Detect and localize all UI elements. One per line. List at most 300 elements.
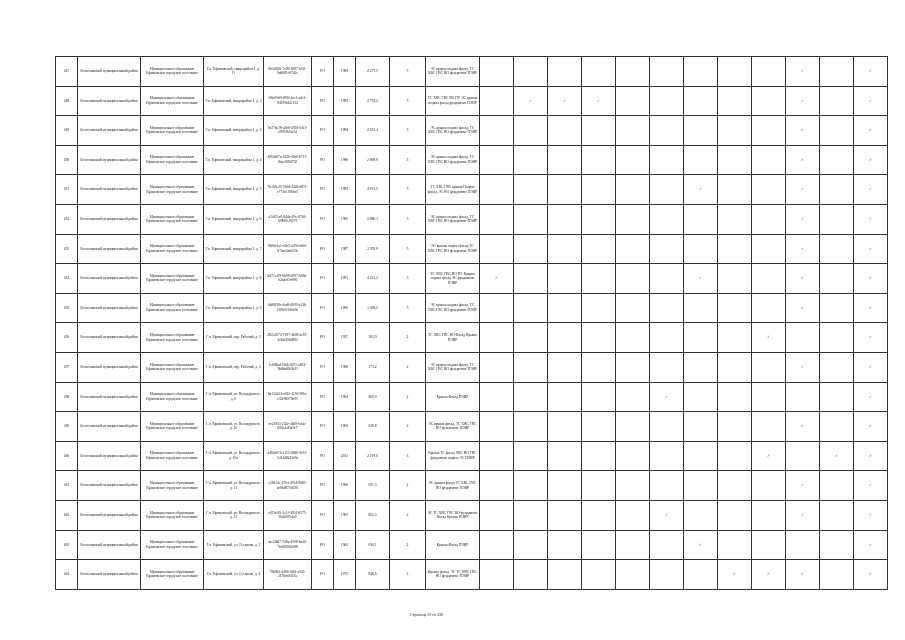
floors-cell: 5 — [390, 234, 426, 264]
year-cell: 1991 — [334, 264, 356, 294]
owner-cell: Муниципальное образование Ефимовское городское поселение — [141, 530, 204, 560]
work-check-cell — [616, 116, 650, 146]
table-row — [56, 204, 888, 234]
work-check-cell — [616, 441, 650, 471]
work-check-cell — [718, 441, 752, 471]
work-check-cell — [616, 204, 650, 234]
work-check-cell — [718, 234, 752, 264]
work-check-cell — [752, 264, 786, 294]
work-check-cell — [752, 441, 786, 471]
work-check-cell — [616, 530, 650, 560]
work-check-cell — [718, 560, 752, 590]
address-cell: Г.п. Ефимовский, микрорайон 1, д. 5 — [204, 175, 264, 205]
work-check-cell — [548, 234, 582, 264]
owner-cell: Муниципальное образование Ефимовское городское поселение — [141, 500, 204, 530]
work-check-cell — [582, 441, 616, 471]
row-number: 456 — [56, 323, 78, 353]
work-check-cell — [718, 412, 752, 442]
works-cell: ЭС ТС ХВС ГВС ВО фундамент Фасад Крыша ПЭИР — [426, 500, 480, 530]
owner-cell: Муниципальное образование Ефимовское городское поселение — [141, 175, 204, 205]
work-check-cell — [684, 145, 718, 175]
work-check-cell — [718, 382, 752, 412]
work-check-cell — [718, 293, 752, 323]
works-cell: ЭС крыша подвал фасад, ТС ХВС ГВС ВО фундамент ПЭИР — [426, 204, 480, 234]
year-cell: 1964 — [334, 382, 356, 412]
work-check-cell — [786, 175, 820, 205]
address-cell: Г.п. Ефимовский, микрорайон 1, д. 2 — [204, 86, 264, 116]
checkmark-icon: ✓ — [868, 335, 872, 340]
work-check-cell — [548, 441, 582, 471]
work-check-cell — [684, 323, 718, 353]
checkmark-icon: ✓ — [868, 364, 872, 369]
fias-code-cell: 4965a67a-2426-49e6-b715-f6ae3f89f735 — [264, 145, 312, 175]
district-cell: Белоглинский муниципальный район — [78, 234, 141, 264]
year-cell: 1983 — [334, 175, 356, 205]
checkmark-icon: ✓ — [868, 542, 872, 547]
table-row — [56, 57, 888, 87]
works-cell: ЭС крыша подвал фасад, ТС ХВС ГВС ВО фундамент ПЭИР — [426, 145, 480, 175]
area-cell: 652,3 — [356, 500, 390, 530]
address-cell: Г.п. Ефимовский, ул. Володарского, д. 10а — [204, 441, 264, 471]
address-cell: Г.п. Ефимовский, ул. Гусарова, д. 4 — [204, 560, 264, 590]
table-row — [56, 382, 888, 412]
work-check-cell — [820, 175, 854, 205]
checkmark-icon: ✓ — [800, 305, 804, 310]
work-check-cell — [752, 500, 786, 530]
work-check-cell — [616, 560, 650, 590]
work-check-cell — [786, 352, 820, 382]
work-check-cell — [854, 352, 888, 382]
work-check-cell — [752, 352, 786, 382]
work-check-cell — [752, 382, 786, 412]
work-check-cell — [854, 234, 888, 264]
work-check-cell — [480, 86, 514, 116]
area-cell: 651,3 — [356, 471, 390, 501]
work-check-cell — [548, 264, 582, 294]
work-check-cell — [786, 530, 820, 560]
work-check-cell — [786, 500, 820, 530]
fias-code-cell: 282c2674-7297-4b98-ac85-4c8af45bd982 — [264, 323, 312, 353]
work-check-cell — [684, 175, 718, 205]
work-check-cell — [514, 145, 548, 175]
work-check-cell — [650, 441, 684, 471]
work-check-cell — [548, 352, 582, 382]
owner-cell: Муниципальное образование Ефимовское городское поселение — [141, 86, 204, 116]
type-cell: РО — [312, 175, 334, 205]
checkmark-icon: ✓ — [664, 512, 668, 517]
work-check-cell — [718, 204, 752, 234]
district-cell: Белоглинский муниципальный район — [78, 560, 141, 590]
work-check-cell — [854, 560, 888, 590]
work-check-cell — [514, 471, 548, 501]
district-cell: Белоглинский муниципальный район — [78, 204, 141, 234]
floors-cell: 2 — [390, 471, 426, 501]
work-check-cell — [820, 293, 854, 323]
work-check-cell — [582, 234, 616, 264]
row-number: 452 — [56, 204, 78, 234]
work-check-cell — [752, 86, 786, 116]
work-check-cell — [582, 175, 616, 205]
works-cell: Крыша ТС фасад ХВС ВО ГВС фундамент подвал ЭС ПЭИР — [426, 441, 480, 471]
work-check-cell — [514, 234, 548, 264]
checkmark-icon: ✓ — [800, 216, 804, 221]
works-cell: ТС ХВС ГВС крыша Подвал фасад, ЭС ВО фундамент ПЭИР — [426, 175, 480, 205]
work-check-cell — [514, 500, 548, 530]
work-check-cell — [548, 86, 582, 116]
type-cell: РО — [312, 530, 334, 560]
work-check-cell — [548, 323, 582, 353]
checkmark-icon: ✓ — [800, 187, 804, 192]
year-cell: 1984 — [334, 116, 356, 146]
work-check-cell — [684, 560, 718, 590]
fias-code-cell: b9fe9c69-8f9f-4ec1-a4c3-83f39642f134 — [264, 86, 312, 116]
floors-cell: 5 — [390, 175, 426, 205]
address-cell: Г.п. Ефимовский, пер. Рабочий, д. 2 — [204, 352, 264, 382]
work-check-cell — [480, 116, 514, 146]
district-cell: Белоглинский муниципальный район — [78, 471, 141, 501]
fias-code-cell: b471c1f9-6b98-4957-b98a-b2a4ef1e698 — [264, 264, 312, 294]
floors-cell: 3 — [390, 441, 426, 471]
address-cell: Г.п. Ефимовский, ул. Володарского, д. 10 — [204, 412, 264, 442]
work-check-cell — [820, 86, 854, 116]
work-check-cell — [786, 323, 820, 353]
address-cell: Г.п. Ефимовский, микрорайон 1, д. 3 — [204, 116, 264, 146]
owner-cell: Муниципальное образование Ефимовское городское поселение — [141, 382, 204, 412]
table-row — [56, 86, 888, 116]
work-check-cell — [480, 382, 514, 412]
work-check-cell — [480, 175, 514, 205]
work-check-cell — [820, 352, 854, 382]
owner-cell: Муниципальное образование Ефимовское городское поселение — [141, 293, 204, 323]
year-cell: 2013 — [334, 441, 356, 471]
work-check-cell — [480, 264, 514, 294]
address-cell: Г.п. Ефимовский, ул. Гусарова, д. 1 — [204, 530, 264, 560]
work-check-cell — [854, 204, 888, 234]
work-check-cell — [684, 293, 718, 323]
row-number: 457 — [56, 352, 78, 382]
work-check-cell — [820, 57, 854, 87]
row-number: 463 — [56, 530, 78, 560]
checkmark-icon: ✓ — [562, 98, 566, 103]
work-check-cell — [616, 234, 650, 264]
area-cell: 2 793,2 — [356, 86, 390, 116]
work-check-cell — [684, 86, 718, 116]
owner-cell: Муниципальное образование Ефимовское городское поселение — [141, 352, 204, 382]
owner-cell: Муниципальное образование Ефимовское городское поселение — [141, 441, 204, 471]
work-check-cell — [684, 471, 718, 501]
work-check-cell — [718, 116, 752, 146]
area-cell: 2 886,1 — [356, 204, 390, 234]
work-check-cell — [718, 175, 752, 205]
row-number: 460 — [56, 441, 78, 471]
checkmark-icon: ✓ — [868, 483, 872, 488]
work-check-cell — [548, 412, 582, 442]
work-check-cell — [650, 412, 684, 442]
works-cell: Крыша Фасад ПЭИР — [426, 382, 480, 412]
table-row — [56, 530, 888, 560]
area-cell: 2 277,5 — [356, 57, 390, 87]
work-check-cell — [480, 500, 514, 530]
work-check-cell — [752, 57, 786, 87]
address-cell: Г.п. Ефимовский, микрорайон 1, д. 9 — [204, 293, 264, 323]
fias-code-cell: aecf4b87-548a-4508-be46-7fe683002e98 — [264, 530, 312, 560]
floors-cell: 5 — [390, 204, 426, 234]
address-cell: Г.п. Ефимовский, ул. Володарского, д. 12 — [204, 500, 264, 530]
type-cell: РО — [312, 441, 334, 471]
work-check-cell — [718, 352, 752, 382]
work-check-cell — [820, 471, 854, 501]
work-check-cell — [548, 57, 582, 87]
work-check-cell — [684, 234, 718, 264]
address-cell: Г.п. Ефимовский, ул. Володарского, д. 6 — [204, 382, 264, 412]
checkmark-icon: ✓ — [868, 424, 872, 429]
type-cell: РО — [312, 323, 334, 353]
work-check-cell — [548, 175, 582, 205]
work-check-cell — [548, 382, 582, 412]
work-check-cell — [582, 116, 616, 146]
row-number: 454 — [56, 264, 78, 294]
work-check-cell — [786, 116, 820, 146]
work-check-cell — [752, 412, 786, 442]
work-check-cell — [514, 382, 548, 412]
owner-cell: Муниципальное образование Ефимовское городское поселение — [141, 323, 204, 353]
works-cell: ТС ХВС ГВС ВО ПУ ЭС крыша подвал фасад фундамент ПЭИР — [426, 86, 480, 116]
year-cell: 1966 — [334, 471, 356, 501]
work-check-cell — [650, 352, 684, 382]
work-check-cell — [752, 234, 786, 264]
work-check-cell — [548, 293, 582, 323]
checkmark-icon: ✓ — [868, 572, 872, 577]
district-cell: Белоглинский муниципальный район — [78, 500, 141, 530]
work-check-cell — [684, 352, 718, 382]
type-cell: РО — [312, 293, 334, 323]
work-check-cell — [718, 264, 752, 294]
district-cell: Белоглинский муниципальный район — [78, 323, 141, 353]
type-cell: РО — [312, 204, 334, 234]
work-check-cell — [650, 560, 684, 590]
work-check-cell — [752, 323, 786, 353]
type-cell: РО — [312, 57, 334, 87]
address-cell: Г.п. Ефимовский, микрорайон 1, д. 6 — [204, 204, 264, 234]
works-cell: ЭС крыша подвал фасад, ТС ХВС ГВС ВО фундамент ПЭИР — [426, 57, 480, 87]
row-number: 448 — [56, 86, 78, 116]
work-check-cell — [548, 116, 582, 146]
checkmark-icon: ✓ — [800, 572, 804, 577]
work-check-cell — [514, 116, 548, 146]
work-check-cell — [514, 57, 548, 87]
row-number: 464 — [56, 560, 78, 590]
address-cell: Г.п. Ефимовский, микрорайон 1, д. 8 — [204, 264, 264, 294]
work-check-cell — [650, 57, 684, 87]
work-check-cell — [616, 175, 650, 205]
owner-cell: Муниципальное образование Ефимовское городское поселение — [141, 412, 204, 442]
work-check-cell — [820, 412, 854, 442]
work-check-cell — [616, 264, 650, 294]
table-row — [56, 293, 888, 323]
work-check-cell — [752, 175, 786, 205]
row-number: 451 — [56, 175, 78, 205]
owner-cell: Муниципальное образование Ефимовское городское поселение — [141, 204, 204, 234]
floors-cell: 5 — [390, 145, 426, 175]
checkmark-icon: ✓ — [800, 98, 804, 103]
checkmark-icon: ✓ — [868, 246, 872, 251]
address-cell: Г.п. Ефимовский, микрорайон 1, д. 7 — [204, 234, 264, 264]
work-check-cell — [514, 293, 548, 323]
floors-cell: 2 — [390, 530, 426, 560]
district-cell: Белоглинский муниципальный район — [78, 175, 141, 205]
owner-cell: Муниципальное образование Ефимовское городское поселение — [141, 560, 204, 590]
work-check-cell — [480, 57, 514, 87]
work-check-cell — [514, 264, 548, 294]
work-check-cell — [820, 145, 854, 175]
type-cell: РО — [312, 412, 334, 442]
works-cell: ЭС крыша подвал фасад, ТС ХВС ГВС ВО фундамент ПЭИР — [426, 293, 480, 323]
work-check-cell — [854, 57, 888, 87]
type-cell: РО — [312, 560, 334, 590]
work-check-cell — [718, 323, 752, 353]
work-check-cell — [786, 204, 820, 234]
owner-cell: Муниципальное образование Ефимовское городское поселение — [141, 234, 204, 264]
work-check-cell — [514, 352, 548, 382]
row-number: 455 — [56, 293, 78, 323]
work-check-cell — [480, 204, 514, 234]
work-check-cell — [650, 264, 684, 294]
checkmark-icon: ✓ — [868, 276, 872, 281]
work-check-cell — [582, 145, 616, 175]
work-check-cell — [752, 116, 786, 146]
checkmark-icon: ✓ — [868, 305, 872, 310]
work-check-cell — [718, 500, 752, 530]
fias-code-cell: b6d8f5fb-4ea8-4093-b13b-f2f8e5f1d6e9e — [264, 293, 312, 323]
checkmark-icon: ✓ — [868, 157, 872, 162]
year-cell: 1965 — [334, 412, 356, 442]
type-cell: РО — [312, 352, 334, 382]
floors-cell: 2 — [390, 560, 426, 590]
table-row — [56, 116, 888, 146]
work-check-cell — [514, 204, 548, 234]
work-check-cell — [582, 412, 616, 442]
work-check-cell — [650, 323, 684, 353]
year-cell: 1960 — [334, 352, 356, 382]
address-cell: Г.п. Ефимовский, пер. Рабочий, д. 5 — [204, 323, 264, 353]
work-check-cell — [582, 323, 616, 353]
type-cell: РО — [312, 86, 334, 116]
work-check-cell — [786, 234, 820, 264]
work-check-cell — [684, 57, 718, 87]
work-check-cell — [786, 382, 820, 412]
work-check-cell — [616, 471, 650, 501]
work-check-cell — [786, 145, 820, 175]
table-row — [56, 560, 888, 590]
area-cell: 4 813,5 — [356, 175, 390, 205]
row-number: 458 — [56, 382, 78, 412]
work-check-cell — [854, 86, 888, 116]
checkmark-icon: ✓ — [766, 335, 770, 340]
table-row — [56, 441, 888, 471]
work-check-cell — [684, 116, 718, 146]
work-check-cell — [752, 204, 786, 234]
year-cell: 1957 — [334, 323, 356, 353]
work-check-cell — [582, 500, 616, 530]
work-check-cell — [854, 530, 888, 560]
work-check-cell — [684, 441, 718, 471]
checkmark-icon: ✓ — [868, 216, 872, 221]
area-cell: 846,6 — [356, 560, 390, 590]
area-cell: 304,9 — [356, 323, 390, 353]
checkmark-icon: ✓ — [528, 98, 532, 103]
work-check-cell — [548, 500, 582, 530]
type-cell: РО — [312, 116, 334, 146]
work-check-cell — [684, 500, 718, 530]
work-check-cell — [548, 560, 582, 590]
floors-cell: 5 — [390, 116, 426, 146]
area-cell: 1 308,5 — [356, 293, 390, 323]
work-check-cell — [820, 382, 854, 412]
work-check-cell — [820, 204, 854, 234]
year-cell: 1983 — [334, 57, 356, 87]
work-check-cell — [650, 234, 684, 264]
work-check-cell — [616, 57, 650, 87]
district-cell: Белоглинский муниципальный район — [78, 530, 141, 560]
work-check-cell — [582, 204, 616, 234]
fias-code-cell: 5e27bc58-43e6-4505-b3f1-e9ff5f6f4c5d — [264, 116, 312, 146]
fias-code-cell: 7b1b5c25-5b3d-4204-b87f-e774e419b6e5 — [264, 175, 312, 205]
year-cell: 1990 — [334, 293, 356, 323]
year-cell: 1985 — [334, 204, 356, 234]
checkmark-icon: ✓ — [596, 98, 600, 103]
checkmark-icon: ✓ — [698, 276, 702, 281]
work-check-cell — [650, 145, 684, 175]
row-number: 459 — [56, 412, 78, 442]
work-check-cell — [480, 293, 514, 323]
type-cell: РО — [312, 264, 334, 294]
work-check-cell — [684, 530, 718, 560]
work-check-cell — [650, 530, 684, 560]
area-cell: 4 221,2 — [356, 264, 390, 294]
owner-cell: Муниципальное образование Ефимовское городское поселение — [141, 57, 204, 87]
work-check-cell — [752, 145, 786, 175]
work-check-cell — [548, 204, 582, 234]
work-check-cell — [854, 323, 888, 353]
checkmark-icon: ✓ — [698, 542, 702, 547]
area-cell: 469,9 — [356, 382, 390, 412]
work-check-cell — [514, 175, 548, 205]
works-cell: ЭС крыша подвал фасад, ТС ХВС ГВС ВО фундамент ПЭИР — [426, 352, 480, 382]
checkmark-icon: ✓ — [800, 246, 804, 251]
work-check-cell — [786, 86, 820, 116]
work-check-cell — [718, 530, 752, 560]
work-check-cell — [650, 382, 684, 412]
work-check-cell — [514, 560, 548, 590]
work-check-cell — [514, 412, 548, 442]
district-cell: Белоглинский муниципальный район — [78, 86, 141, 116]
checkmark-icon: ✓ — [698, 187, 702, 192]
work-check-cell — [786, 441, 820, 471]
checkmark-icon: ✓ — [494, 276, 498, 281]
work-check-cell — [514, 86, 548, 116]
works-cell: ТС ХВС ГВС ВО ПУ Крыша подвал фасад ЭС фундамент ПЭИР — [426, 264, 480, 294]
year-cell: 1967 — [334, 500, 356, 530]
fias-code-cell: c28d14c-27e4-4554-9b83-ae6b4875d356 — [264, 471, 312, 501]
work-check-cell — [718, 86, 752, 116]
work-check-cell — [582, 264, 616, 294]
floors-cell: 2 — [390, 323, 426, 353]
work-check-cell — [582, 530, 616, 560]
work-check-cell — [616, 293, 650, 323]
work-check-cell — [582, 57, 616, 87]
row-number: 461 — [56, 471, 78, 501]
fias-code-cell: e47fe5f9-2c1f-4504-8375-5bd4f97f4a5 — [264, 500, 312, 530]
